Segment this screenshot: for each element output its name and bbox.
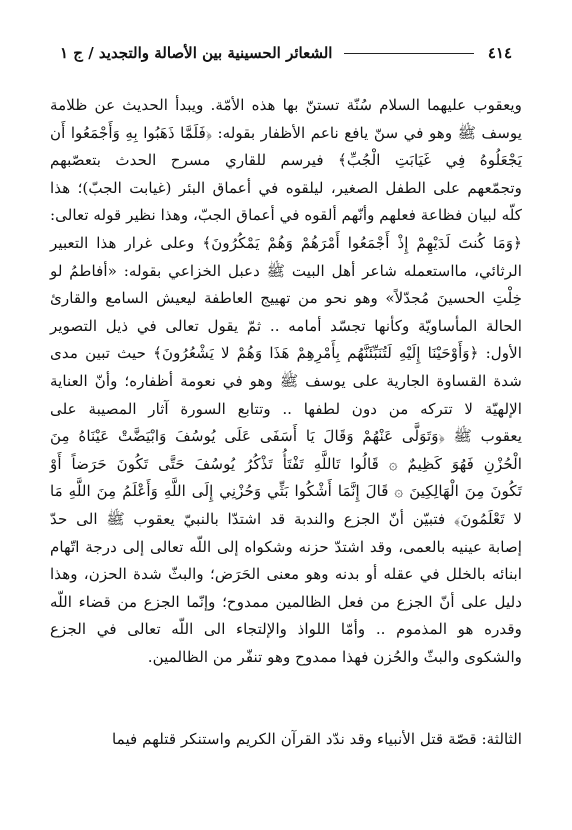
text-line: يَجْعَلُوهُ فِي غَيَابَتِ الْجُبِّ﴾ فيرسم للقاري مسرح الحدث بتعصّبهم: [50, 151, 522, 170]
text-line: تَكُونَ مِنَ الْهَالِكِينَ ۞ قَالَ إِنَّمَا أَشْكُوا بَثِّي وَحُزْنِي إِلَى اللَّهِ وَأَعْلَمُ مِنَ اللَّهِ مَا: [50, 482, 522, 501]
text-line: الْحُزْنِ فَهُوَ كَظِيمٌ ۞ قَالُوا تَاللَّهِ تَفْتَأُ تَذْكُرُ يُوسُفَ حَتَّى تَكُونَ حَرَضاً أَوْ: [50, 454, 522, 473]
text-line: يعقوب ﷺ ﴿وَتَوَلَّى عَنْهُمْ وَقَالَ يَا أَسَفَى عَلَى يُوسُفَ وَابْيَضَّتْ عَيْنَاهُ مِنَ: [50, 427, 522, 446]
text-line: الرثائي، مااستعمله شاعر أهل البيت ﷺ دعبل الخزاعي بقوله: «أفاطمُ لو: [50, 261, 522, 280]
running-header: [60, 41, 512, 65]
text-line: الإلهيّة لا تتركه من دون لطفها .. وتتابع السورة آثار المصيبة على: [50, 399, 522, 418]
main-paragraph: [50, 92, 522, 671]
text-line: كلّه لبيان فظاعة فعلهم وأنّهم ألقوه في أعماق الجبّ، وهذا نظير قوله تعالى:: [50, 206, 522, 225]
text-line: خِلْتِ الحسينَ مُجدّلاً» وهو نحو من تهييج العاطفة ليعيش السامع والقارئ: [50, 289, 522, 308]
third-point-paragraph: [50, 726, 522, 754]
header-rule: [344, 53, 473, 54]
text-line: لا تَعْلَمُونَ﴾ فتبيّن أنّ الجزع والندبة قد اشتدّا بالنبيّ يعقوب ﷺ الى حدّ: [50, 509, 522, 528]
text-line: والشكوى والبثّ والحُزن فهذا ممدوح وهو تنفّر من الظالمين.: [147, 647, 522, 666]
text-line: يوسف ﷺ وهو في سنّ يافع ناعم الأظفار بقوله: ﴿فَلَمَّا ذَهَبُوا بِهِ وَأَجْمَعُوا أَن: [50, 123, 522, 142]
text-line: الأول: ﴿وَأَوْحَيْنَا إِلَيْهِ لَتُنَبِّئَنَّهُم بِأَمْرِهِمْ هَذَا وَهُمْ لا يَشْعُرُونَ﴾ حيث تبين مدى: [50, 344, 522, 363]
text-line: الثالثة: قصّة قتل الأنبياء وقد ندّد القرآن الكريم واستنكر قتلهم فيما: [112, 730, 522, 748]
text-line: وتجمّعهم على الطفل الصغير، ليلقوه في أعماق البئر (غيابت الجبّ)؛ هذا: [50, 178, 522, 197]
text-line: ويعقوب عليهما السلام سُنّة تستنّ بها هذه الأمّة. ويبدأ الحديث عن ظلامة: [50, 96, 522, 114]
text-line: ﴿وَمَا كُنتَ لَدَيْهِمْ إِذْ أَجْمَعُوا أَمْرَهُمْ وَهُمْ يَمْكُرُونَ﴾ وعلى غرار هذا التعبير: [50, 233, 522, 252]
text-line: وقدره هو المذموم .. وأمّا اللواذ والإلتجاء الى اللّه تعالى في الجزع: [50, 620, 522, 639]
page-number: ٤١٤: [487, 44, 512, 62]
text-line: دليل على أنّ الجزع من فعل الظالمين ممدوح؛ وإنّما الجزع من قضاء اللّه: [50, 592, 522, 611]
text-line: إصابة عينيه بالعمى، وقد اشتدّ حزنه وشكواه إلى اللّه تعالى إلى درجة اتّهام: [50, 537, 522, 556]
text-line: شدة القساوة الجارية على يوسف ﷺ وهو في نعومة أظفاره؛ وأنّ العناية: [50, 371, 522, 390]
text-line: الحالة المأساويّة وكأنها تجسّد أمامه .. ثمّ يقول تعالى في ذيل التصوير: [50, 316, 522, 335]
text-line: ابنائه بالخلل في عقله أو بدنه وهو معنى الحَرَض؛ والبثّ شدة الحزن، وهذا: [50, 565, 522, 584]
book-title: الشعائر الحسينية بين الأصالة والتجديد / ج ١: [60, 44, 333, 62]
